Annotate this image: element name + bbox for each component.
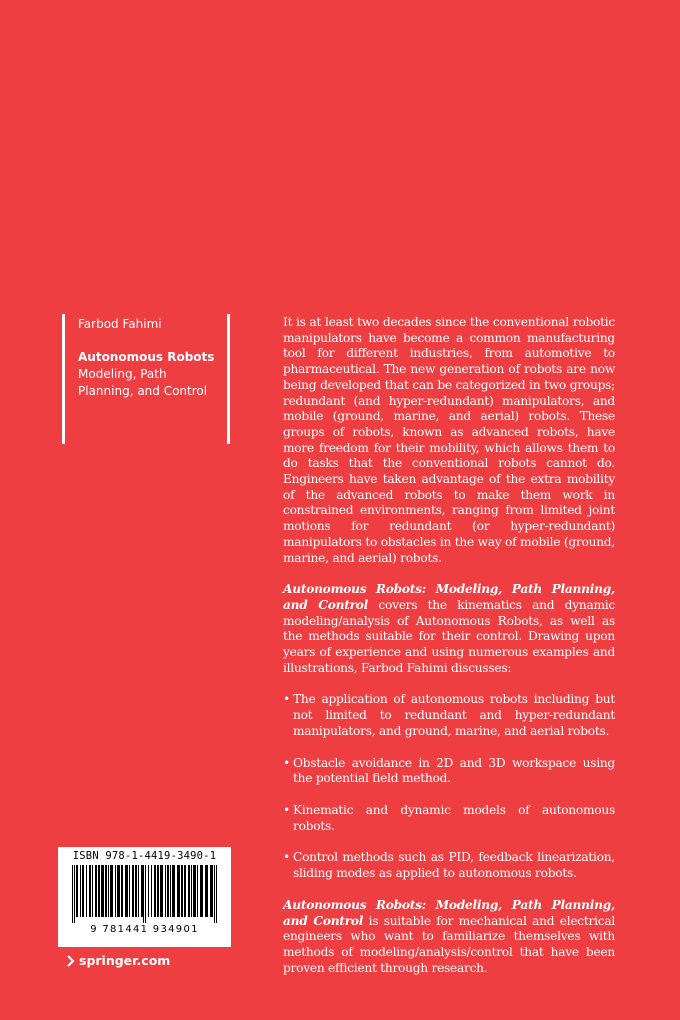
barcode-bar (216, 865, 217, 923)
barcode-bar (135, 865, 137, 917)
barcode-digits: 9 781441 934901 (90, 924, 199, 935)
description-paragraph-2 (283, 582, 615, 676)
list-item-text: Control methods such as PID, feedback linearization, sliding modes as applied to autonomous robots. (293, 850, 615, 881)
barcode-bar (138, 865, 139, 917)
description-paragraph-1: It is at least two decades since the conventional robotic manipulators have become a common manufacturing tool for different industries, from automotive to pharmaceutical. The new generation of robots are now being developed that can be categorized in two groups; redundant (and hyper-redundant) manipulators, and mobile (ground, marine, and aerial) robots. These groups of robots, known as advanced robots, have more freedom for their mobility, which allows them to do tasks that the conventional robots cannot do. Engineers have taken advantage of the extra mobility of the advanced robots to make them work in constrained environments, ranging from limited joint motions for redundant (or hyper-redundant) manipulators to obstacles in the way of mobile (ground, marine, and aerial) robots. (283, 315, 615, 565)
barcode-bar (160, 865, 163, 917)
barcode-bar (141, 865, 143, 917)
barcode-bar (86, 865, 87, 917)
bullet-icon: • (283, 850, 290, 865)
book-description (283, 315, 615, 992)
barcode-bar (129, 865, 130, 917)
title-block (62, 316, 230, 400)
barcode-bar (157, 865, 159, 917)
barcode-bars (70, 865, 220, 923)
barcode-bar (117, 865, 120, 917)
barcode-bar (72, 865, 73, 923)
barcode-bar (121, 865, 123, 917)
barcode-bar (177, 865, 180, 917)
list-item (283, 803, 615, 834)
barcode-bar (197, 865, 198, 917)
book-title: Autonomous Robots (78, 350, 215, 364)
barcode-bar (193, 865, 196, 917)
bullet-icon: • (283, 755, 290, 770)
list-item-text: Kinematic and dynamic models of autonomous robots. (293, 802, 615, 833)
barcode-bar (191, 865, 192, 917)
barcode-bar (200, 865, 203, 917)
barcode-bar (184, 865, 186, 917)
list-item (283, 850, 615, 881)
list-item (283, 692, 615, 739)
topic-list (283, 692, 615, 881)
italic-book-title: Autonomous Robots: Modeling, Path Planning, and Control (283, 582, 615, 612)
barcode-bar (148, 865, 149, 917)
list-item (283, 756, 615, 787)
list-item-text: Obstacle avoidance in 2D and 3D workspace using the potential field method. (293, 755, 615, 786)
list-item-text: The application of autonomous robots including but not limited to redundant and hyper-redundant manipulators, and ground, marine, and aerial robots. (293, 692, 615, 738)
description-paragraph-3 (283, 898, 615, 977)
barcode-bar (188, 865, 190, 917)
barcode-bar (98, 865, 100, 917)
barcode-bar (145, 865, 146, 923)
barcode-bar (132, 865, 134, 917)
bullet-icon: • (283, 802, 290, 817)
isbn-barcode (58, 847, 231, 947)
barcode-bar (205, 865, 208, 917)
barcode-bar (80, 865, 81, 917)
publisher-url: springer.com (79, 953, 171, 968)
barcode-bar (115, 865, 116, 917)
barcode-bar (92, 865, 93, 917)
barcode-bar (154, 865, 156, 917)
barcode-bar (167, 865, 169, 917)
chevron-right-icon (67, 955, 75, 967)
barcode-bar (214, 865, 215, 923)
barcode-bar (143, 865, 144, 923)
barcode-bar (172, 865, 175, 917)
barcode-bar (181, 865, 183, 917)
barcode-bar (105, 865, 107, 917)
publisher-link[interactable] (67, 953, 170, 968)
italic-book-title: Autonomous Robots: Modeling, Path Planning, and Control (283, 897, 615, 928)
barcode-bar (101, 865, 104, 917)
paragraph-3-text: is suitable for mechanical and electrical engineers who want to familiarize themselves with methods of modeling/analysis/control that have been proven efficient through research. (283, 913, 615, 975)
barcode-bar (74, 865, 75, 923)
paragraph-2-text: covers the kinematics and dynamic modeling/analysis of Autonomous Robots, as well as the methods suitable for their control. Drawing upon years of experience and using numerous examples and illustrations, Farbod Fahimi discusses: (283, 597, 615, 675)
barcode-bar (89, 865, 91, 917)
barcode-bar (82, 865, 84, 917)
barcode-bar (110, 865, 113, 917)
barcode-bar (108, 865, 109, 917)
barcode-bar (210, 865, 213, 917)
isbn-label: ISBN 978-1-4419-3490-1 (72, 850, 217, 862)
barcode-bar (165, 865, 166, 917)
book-subtitle: Modeling, Path Planning, and Control (78, 367, 208, 398)
author-name: Farbod Fahimi (78, 317, 162, 331)
barcode-bar (151, 865, 152, 917)
barcode-bar (95, 865, 97, 917)
barcode-bar (125, 865, 128, 917)
bullet-icon: • (283, 692, 290, 707)
barcode-bar (170, 865, 171, 917)
barcode-bar (76, 865, 78, 917)
